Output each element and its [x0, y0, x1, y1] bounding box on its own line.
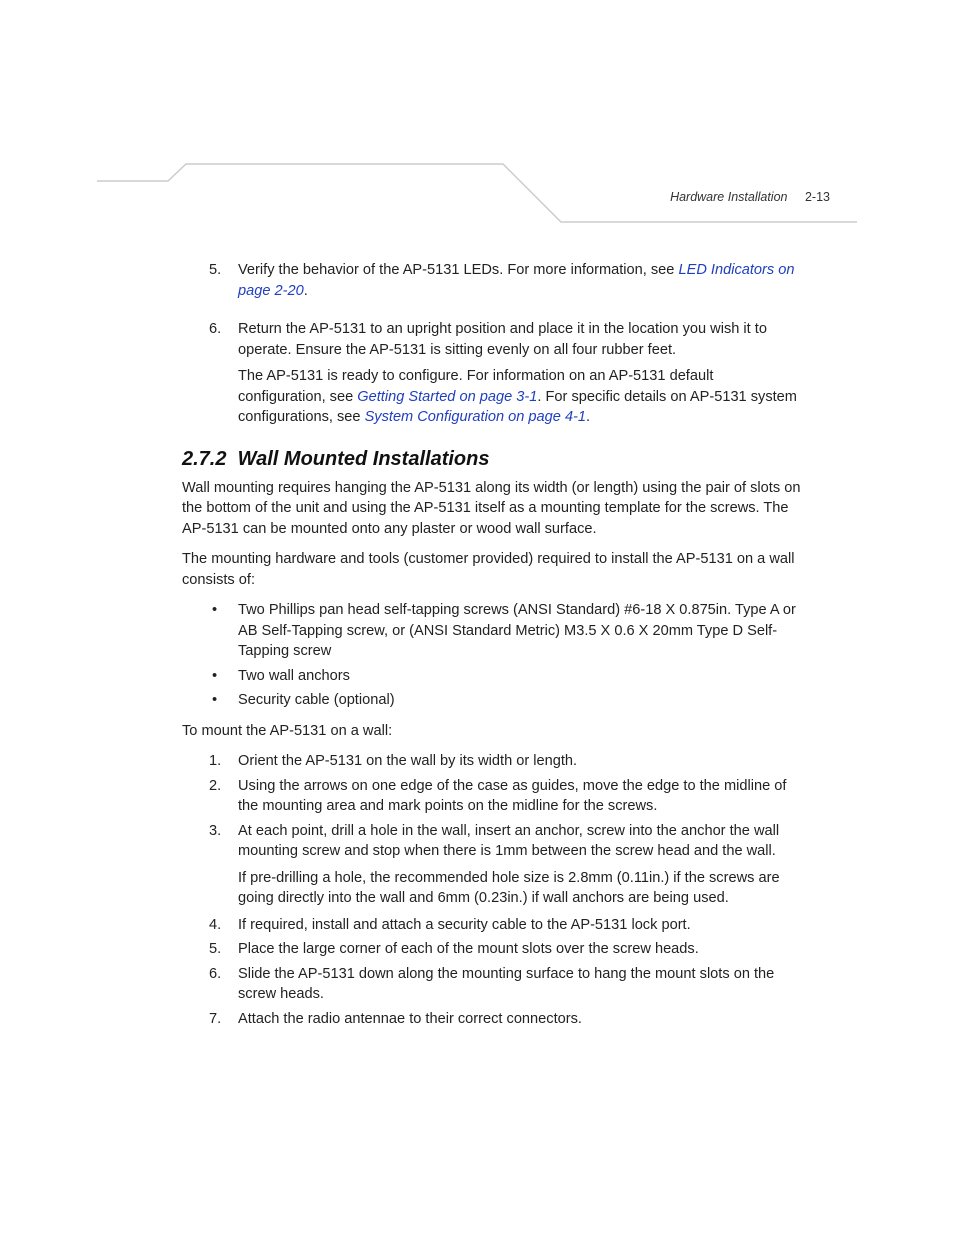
link-system-configuration[interactable]: System Configuration on page 4-1	[364, 409, 587, 425]
header-section-title: Hardware Installation	[670, 190, 788, 204]
configure-note: The AP-5131 is ready to configure. For information on an AP-5131 default configuration, see Getting Started on page 3-1. For specific details on AP-5131 system configurations, see System Configuration on page 4-1.	[238, 368, 797, 425]
mount-step-1: 1. Orient the AP-5131 on the wall by its width or length.	[209, 753, 578, 769]
bullet-icon: •	[212, 692, 218, 708]
mount-steps	[182, 751, 802, 1029]
section-heading: 2.7.2 Wall Mounted Installations	[182, 447, 490, 470]
bullet-icon: •	[212, 602, 218, 618]
step-number: 6.	[209, 321, 222, 337]
running-header	[670, 190, 830, 204]
mount-step-7: 7. Attach the radio antennae to their correct connectors.	[209, 1010, 582, 1027]
hardware-intro: The mounting hardware and tools (customer provided) required to install the AP-5131 on a wall consists of:	[182, 551, 795, 588]
mount-step-6: 6. Slide the AP-5131 down along the mounting surface to hang the mount slots on the screw heads.	[209, 965, 775, 1002]
bullet-icon: •	[212, 667, 218, 684]
step-text: Return the AP-5131 to an upright position and place it in the location you wish it to operate. Ensure the AP-5131 is sitting evenly on all four rubber feet.	[238, 321, 767, 358]
mount-step-3: 3. At each point, drill a hole in the wall, insert an anchor, screw into the anchor the wall mounting screw and stop when there is 1mm between the screw head and the wall.	[209, 822, 780, 859]
step-3-note: If pre-drilling a hole, the recommended hole size is 2.8mm (0.11in.) if the screws are going directly into the wall and 6mm (0.23in.) if wall anchors are being used.	[238, 869, 780, 906]
step-text: Verify the behavior of the AP-5131 LEDs. For more information, see LED Indicators on page 2-20.	[238, 262, 795, 299]
mount-step-4: 4. If required, install and attach a security cable to the AP-5131 lock port.	[209, 916, 691, 933]
hardware-list	[182, 600, 802, 711]
page-body	[182, 260, 802, 1029]
intro-step-5	[182, 260, 802, 301]
mount-step-5: 5. Place the large corner of each of the mount slots over the screw heads.	[209, 941, 699, 957]
list-item: • Security cable (optional)	[182, 690, 802, 711]
header-page-number: 2-13	[804, 190, 830, 204]
wall-mounting-intro: Wall mounting requires hanging the AP-5131 along its width (or length) using the pair of slots on the bottom of the unit and using the AP-5131 itself as a mounting template for the screws. The AP-5131 can be mounted onto any plaster or wood wall surface.	[182, 479, 801, 537]
list-item: • Two wall anchors	[182, 666, 802, 687]
header-frame-lines	[0, 0, 954, 240]
intro-step-6	[182, 319, 802, 360]
list-item: • Two Phillips pan head self-tapping screws (ANSI Standard) #6-18 X 0.875in. Type A or AB Self-Tapping screw, or (ANSI Standard Metric) M3.5 X 0.6 X 20mm Type D Self-Tapping screw	[212, 602, 796, 659]
mount-procedure-intro: To mount the AP-5131 on a wall:	[182, 722, 393, 739]
link-getting-started[interactable]: Getting Started on page 3-1	[357, 388, 538, 405]
step-number: 5.	[209, 262, 222, 278]
link-led-indicators[interactable]: LED Indicators on page 2-20	[238, 262, 795, 299]
mount-step-2: 2. Using the arrows on one edge of the case as guides, move the edge to the midline of the mounting area and mark points on the midline for the screws.	[209, 777, 787, 814]
